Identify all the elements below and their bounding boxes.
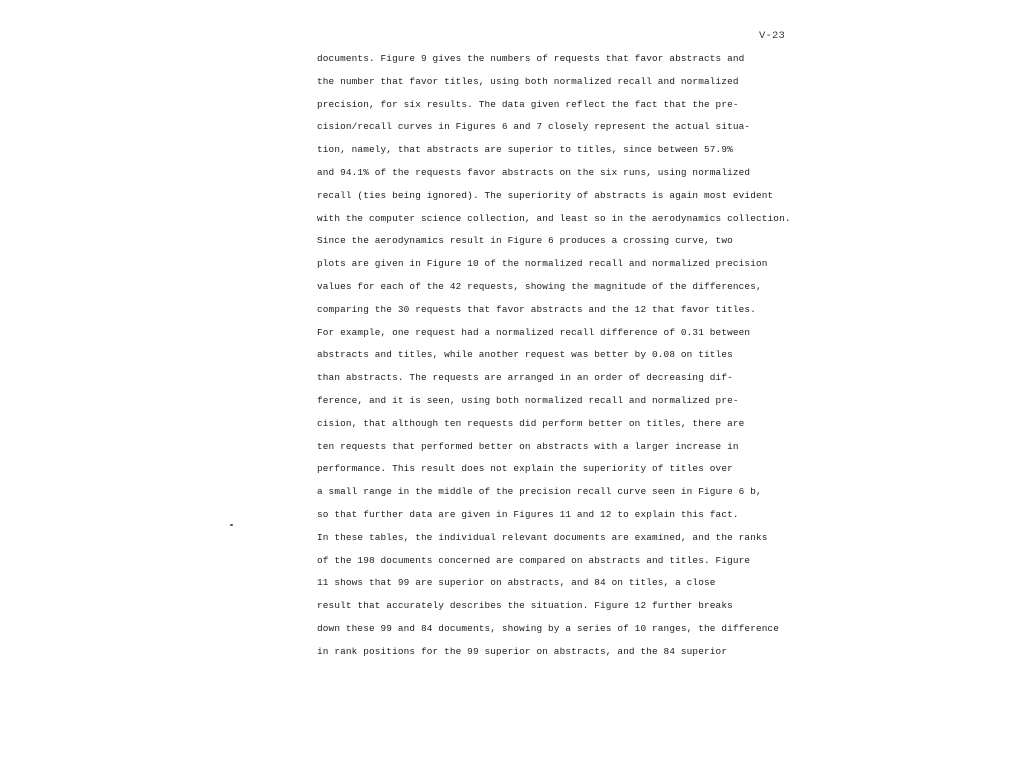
text-line: the number that favor titles, using both normalized recall and normalized bbox=[317, 75, 739, 87]
text-line: ten requests that performed better on abstracts with a larger increase in bbox=[317, 440, 739, 452]
body-text bbox=[317, 48, 791, 664]
scan-speck bbox=[230, 524, 233, 526]
text-line: abstracts and titles, while another request was better by 0.08 on titles bbox=[317, 349, 733, 361]
text-line: so that further data are given in Figures 11 and 12 to explain this fact. bbox=[317, 508, 739, 520]
text-line: values for each of the 42 requests, showing the magnitude of the differences, bbox=[317, 280, 762, 292]
text-line: 11 shows that 99 are superior on abstracts, and 84 on titles, a close bbox=[317, 577, 716, 589]
text-line: Since the aerodynamics result in Figure 6 produces a crossing curve, two bbox=[317, 235, 733, 247]
text-line: than abstracts. The requests are arranged in an order of decreasing dif- bbox=[317, 372, 733, 384]
text-line: in rank positions for the 99 superior on abstracts, and the 84 superior bbox=[317, 645, 728, 657]
text-line: with the computer science collection, and least so in the aerodynamics collection. bbox=[317, 212, 791, 224]
text-line: and 94.1% of the requests favor abstracts on the six runs, using normalized bbox=[317, 166, 751, 178]
text-line: In these tables, the individual relevant documents are examined, and the ranks bbox=[317, 531, 768, 543]
text-line: of the 198 documents concerned are compared on abstracts and titles. Figure bbox=[317, 554, 751, 566]
text-line: performance. This result does not explain the superiority of titles over bbox=[317, 463, 733, 475]
text-line: plots are given in Figure 10 of the normalized recall and normalized precision bbox=[317, 258, 768, 270]
text-line: tion, namely, that abstracts are superior to titles, since between 57.9% bbox=[317, 144, 733, 156]
text-line: For example, one request had a normalized recall difference of 0.31 between bbox=[317, 326, 751, 338]
text-line: comparing the 30 requests that favor abstracts and the 12 that favor titles. bbox=[317, 303, 756, 315]
text-line: cision/recall curves in Figures 6 and 7 closely represent the actual situa- bbox=[317, 121, 751, 133]
text-line: precision, for six results. The data given reflect the fact that the pre- bbox=[317, 98, 739, 110]
text-line: documents. Figure 9 gives the numbers of requests that favor abstracts and bbox=[317, 53, 745, 64]
page-number: V-23 bbox=[759, 30, 786, 42]
text-line: result that accurately describes the situation. Figure 12 further breaks bbox=[317, 600, 733, 612]
text-line: ference, and it is seen, using both normalized recall and normalized pre- bbox=[317, 394, 739, 406]
text-line: cision, that although ten requests did perform better on titles, there are bbox=[317, 417, 745, 429]
text-line: recall (ties being ignored). The superiority of abstracts is again most evident bbox=[317, 189, 774, 201]
text-line: a small range in the middle of the precision recall curve seen in Figure 6 b, bbox=[317, 486, 762, 498]
text-line: down these 99 and 84 documents, showing by a series of 10 ranges, the difference bbox=[317, 622, 780, 634]
